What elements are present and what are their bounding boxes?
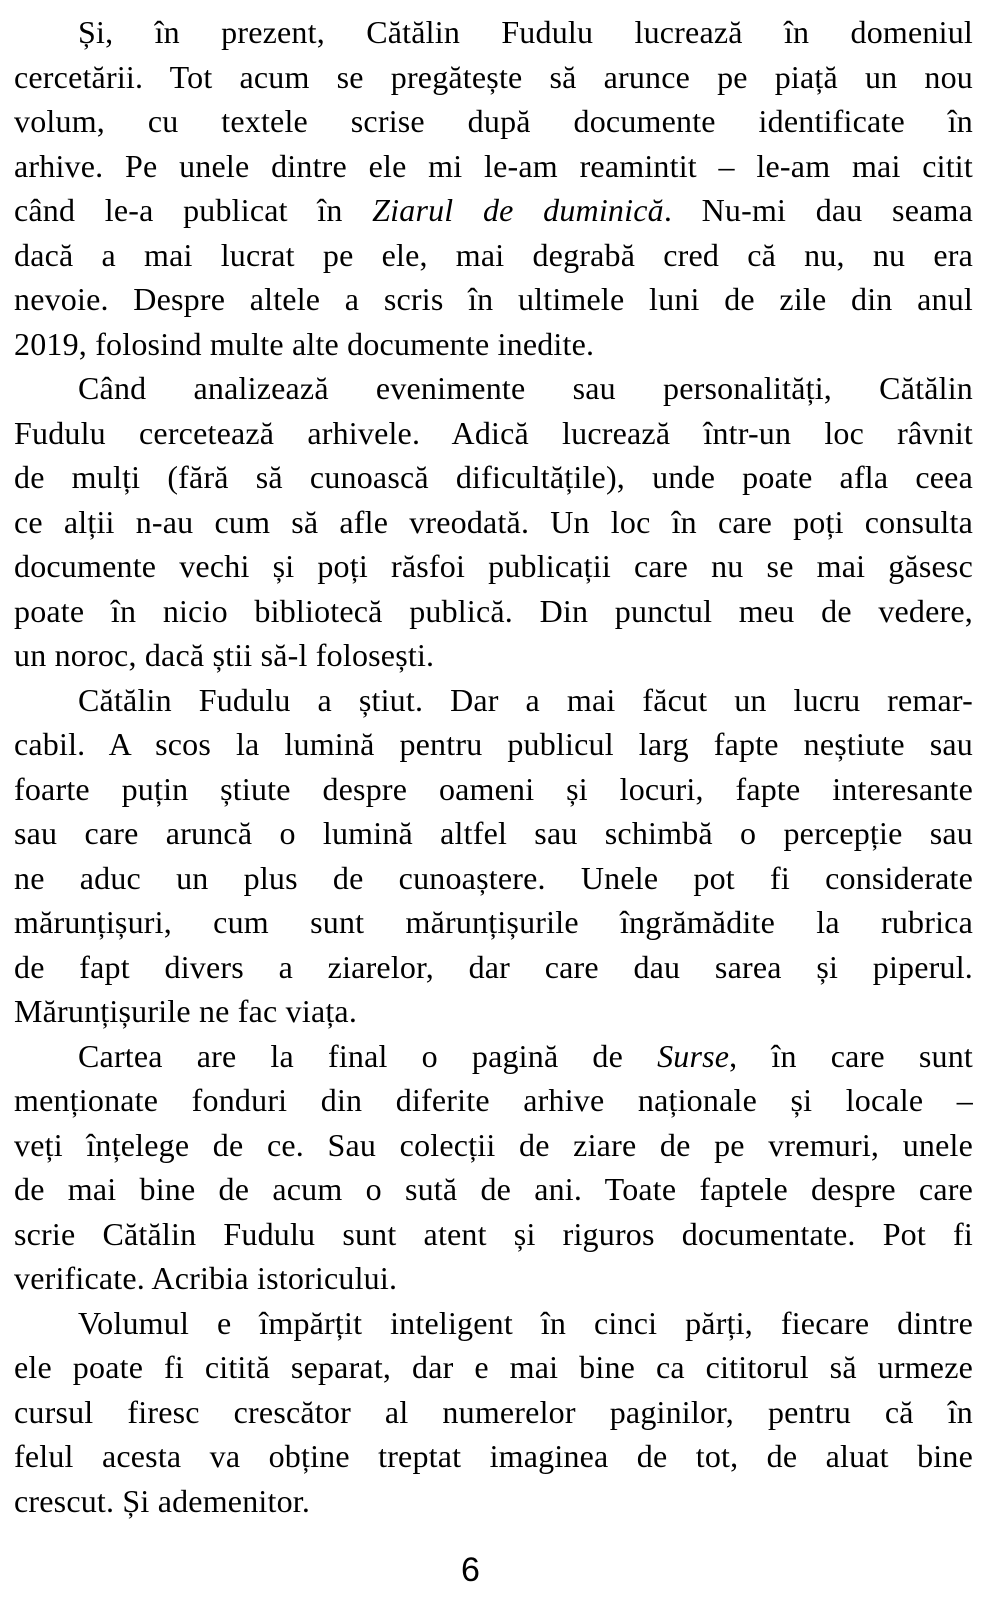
text-segment: . Nu-mi dau seama [663,192,974,228]
text-segment: foarte puțin știute despre oameni și locuri, fapte interesante [14,770,973,807]
text-segment: crescut. Și ademenitor. [14,1482,311,1519]
text-line [14,589,973,634]
text-segment: ne aduc un plus de cunoaștere. Unele pot fi considerate [14,859,973,896]
text-line [14,767,973,812]
text-segment: veți înțelege de ce. Sau colecții de ziare de pe vremuri, unele [14,1126,973,1163]
italic-text-segment: Surse [657,1037,730,1074]
text-line [14,1479,973,1524]
text-line [14,1256,973,1301]
text-line [14,188,973,233]
text-segment: Când analizează evenimente sau personalități, Cătălin [78,370,973,406]
text-line [14,1212,973,1257]
text-segment: de mai bine de acum o sută de ani. Toate faptele despre care [14,1171,973,1207]
text-line [14,99,973,144]
text-line [14,55,973,100]
text-line [14,1390,973,1435]
text-segment: Cartea are la final o pagină de [78,1037,658,1074]
text-line [14,811,973,856]
text-line [14,411,973,456]
text-segment: felul acesta va obține treptat imaginea de tot, de aluat bine [14,1438,973,1474]
text-line [14,989,973,1034]
text-segment: când le-a publicat în [14,192,373,228]
text-line [14,544,973,589]
text-line [14,900,973,945]
text-line [14,633,973,678]
text-segment: cursul firesc crescător al numerelor paginilor, pentru că în [14,1393,973,1430]
text-segment: volum, cu textele scrise după documente identificate în [14,103,973,139]
text-segment: de fapt divers a ziarelor, dar care dau sarea și piperul. [14,948,973,985]
text-segment: mărunțișuri, cum sunt mărunțișurile îngrămădite la rubrica [14,904,973,940]
text-segment: poate în nicio bibliotecă publică. Din punctul meu de vedere, [14,592,973,629]
italic-text-segment: Ziarul de duminică [372,192,664,228]
text-line [14,1123,973,1168]
text-line [14,722,973,767]
text-line [14,1034,973,1079]
text-line [14,1301,973,1346]
text-segment: cercetării. Tot acum se pregătește să arunce pe piață un nou [14,58,973,95]
page-number: 6 [461,1551,480,1589]
text-segment: ele poate fi citită separat, dar e mai bine ca cititorul să urmeze [14,1349,973,1385]
text-line [14,144,973,189]
text-segment: Mărunțișurile ne fac viața. [14,993,358,1029]
text-segment: un noroc, dacă știi să-l folosești. [14,637,435,673]
text-line [14,277,973,322]
text-segment: Volumul e împărțit inteligent în cinci părți, fiecare dintre [78,1304,973,1341]
text-line [14,10,973,55]
text-line [14,945,973,990]
text-segment: dacă a mai lucrat pe ele, mai degrabă cred că nu, nu era [14,236,973,273]
text-segment: ce alții n-au cum să afle vreodată. Un loc în care poți consulta [14,503,973,540]
text-line [14,1434,973,1479]
text-segment: Cătălin Fudulu a știut. Dar a mai făcut un lucru remar- [78,681,973,718]
text-line [14,500,973,545]
text-line [14,856,973,901]
text-segment: Fudulu cercetează arhivele. Adică lucrează într-un loc râvnit [14,414,973,451]
text-line [14,322,973,367]
text-segment: nevoie. Despre altele a scris în ultimele luni de zile din anul [14,281,973,317]
text-segment: menționate fonduri din diferite arhive naționale și locale – [14,1082,973,1118]
text-segment: sau care aruncă o lumină altfel sau schimbă o percepție sau [14,815,973,851]
text-line [14,233,973,278]
text-line [14,1078,973,1123]
text-segment: verificate. Acribia istoricului. [14,1260,398,1296]
text-line [14,1167,973,1212]
text-segment: documente vechi și poți răsfoi publicații care nu se mai găsesc [14,548,973,584]
text-segment: 2019, folosind multe alte documente inedite. [14,325,595,362]
text-segment: de mulți (fără să cunoască dificultățile), unde poate afla ceea [14,459,973,495]
text-block [14,10,973,1523]
text-segment: Și, în prezent, Cătălin Fudulu lucrează în domeniul [78,14,973,50]
text-segment: arhive. Pe unele dintre ele mi le-am reamintit – le-am mai citit [14,147,973,184]
text-line [14,366,973,411]
text-line [14,455,973,500]
text-line [14,678,973,723]
text-segment: scrie Cătălin Fudulu sunt atent și riguros documentate. Pot fi [14,1215,973,1252]
text-line [14,1345,973,1390]
text-segment: cabil. A scos la lumină pentru publicul larg fapte neștiute sau [14,726,973,762]
text-segment: , în care sunt [729,1037,973,1074]
